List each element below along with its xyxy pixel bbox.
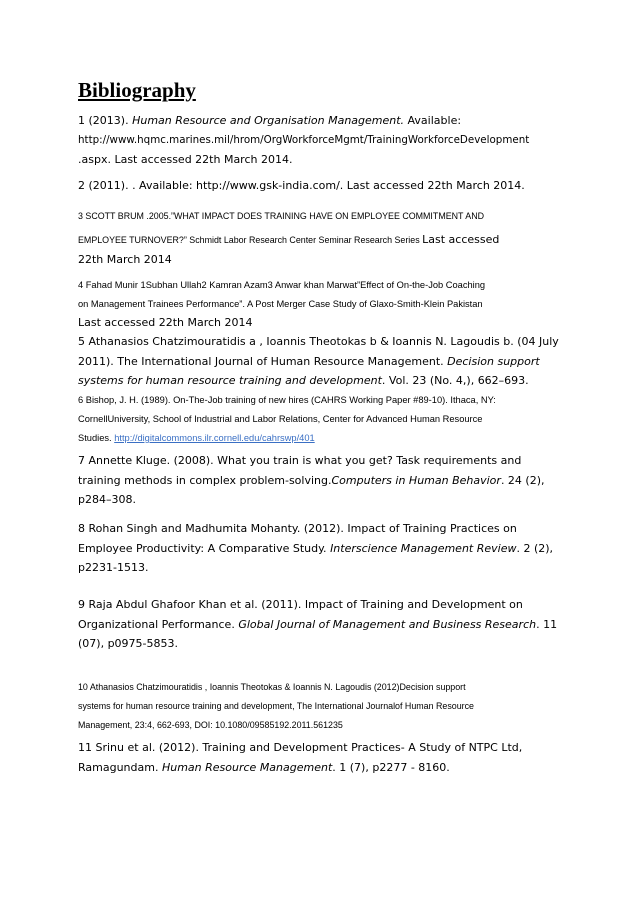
bibliography-heading: Bibliography xyxy=(78,78,196,102)
cahrs-paper-link[interactable]: http://digitalcommons.ilr.cornell.edu/cahrswp/401 xyxy=(114,433,315,443)
bibliography-entry-9 xyxy=(78,595,564,654)
entry-7-line-2: training methods in complex problem-solving.Computers in Human Behavior. 24 (2), xyxy=(78,473,545,487)
entry-6-line-3: Studies. http://digitalcommons.ilr.cornell.edu/cahrswp/401 xyxy=(78,433,315,443)
entry-1-title: Human Resource and Organisation Management. xyxy=(132,114,405,127)
entry-7-line-1: 7 Annette Kluge. (2008). What you train is what you get? Task requirements and xyxy=(78,454,522,467)
bibliography-entry-2 xyxy=(78,176,564,196)
entry-10-line-2: systems for human resource training and development, The International Journalof Human Resource xyxy=(78,701,474,711)
entry-9-line-2: Organizational Performance. Global Journal of Management and Business Research. 11 xyxy=(78,617,558,631)
entry-6-line-1: 6 Bishop, J. H. (1989). On-The-Job training of new hires (CAHRS Working Paper #89-10). Ithaca, NY: xyxy=(78,395,496,405)
bibliography-entry-3 xyxy=(78,205,564,269)
bibliography-entry-7 xyxy=(78,451,564,510)
entry-9-line-1: 9 Raja Abdul Ghafoor Khan et al. (2011). Impact of Training and Development on xyxy=(78,598,523,611)
entry-6-line-2: CornellUniversity, School of Industrial and Labor Relations, Center for Advanced Human Resource xyxy=(78,414,483,424)
bibliography-entry-10 xyxy=(78,678,564,735)
entry-3-line-2: EMPLOYEE TURNOVER?” Schmidt Labor Research Center Seminar Research Series Last accessed xyxy=(78,233,500,246)
entry-10-line-3: Management, 23:4, 662-693, DOI: 10.1080/09585192.2011.561235 xyxy=(78,720,343,730)
entry-2-line-1: 2 (2011). . Available: http://www.gsk-india.com/. Last accessed 22th March 2014. xyxy=(78,179,525,192)
entry-3-line-3: 22th March 2014 xyxy=(78,253,172,266)
entry-10-line-1: 10 Athanasios Chatzimouratidis , Ioannis Theotokas & Ioannis N. Lagoudis (2012)Decision support xyxy=(78,682,466,692)
entry-8-line-1: 8 Rohan Singh and Madhumita Mohanty. (2012). Impact of Training Practices on xyxy=(78,522,517,535)
entry-5-line-3: systems for human resource training and development. Vol. 23 (No. 4,), 662–693. xyxy=(78,374,529,387)
entry-4-line-3: Last accessed 22th March 2014 xyxy=(78,316,253,329)
entry-7-line-3: p284–308. xyxy=(78,493,136,506)
bibliography-entry-6 xyxy=(78,390,564,448)
entry-5-line-1: 5 Athanasios Chatzimouratidis a , Ioannis Theotokas b & Ioannis N. Lagoudis b. (04 July xyxy=(78,335,559,348)
entry-1-line-1: 1 (2013). Human Resource and Organisation Management. Available: xyxy=(78,114,462,127)
entry-4-line-1: 4 Fahad Munir 1Subhan Ullah2 Kamran Azam3 Anwar khan Marwat”Effect of On-the-Job Coaching xyxy=(78,280,486,290)
entry-8-line-2: Employee Productivity: A Comparative Study. Interscience Management Review. 2 (2), xyxy=(78,541,554,555)
bibliography-entry-4 xyxy=(78,276,564,332)
entry-1-url: http://www.hqmc.marines.mil/hrom/OrgWorkforceMgmt/TrainingWorkforceDevelopment xyxy=(78,133,530,146)
entry-4-line-2: on Management Trainees Performance”. A Post Merger Case Study of Glaxo-Smith-Klein Pakistan xyxy=(78,299,483,309)
bibliography-entry-8 xyxy=(78,519,564,578)
entry-11-line-2: Ramagundam. Human Resource Management. 1 (7), p2277 - 8160. xyxy=(78,760,450,774)
entry-5-line-2: 2011). The International Journal of Human Resource Management. Decision support xyxy=(78,354,540,368)
entry-9-line-3: (07), p0975-5853. xyxy=(78,637,179,650)
entry-1-line-3: .aspx. Last accessed 22th March 2014. xyxy=(78,153,293,166)
bibliography-entry-1 xyxy=(78,111,564,170)
entry-8-line-3: p2231-1513. xyxy=(78,561,149,574)
entry-3-line-1: 3 SCOTT BRUM .2005.”WHAT IMPACT DOES TRAINING HAVE ON EMPLOYEE COMMITMENT AND xyxy=(78,211,485,221)
entry-11-line-1: 11 Srinu et al. (2012). Training and Development Practices- A Study of NTPC Ltd, xyxy=(78,741,523,754)
bibliography-entry-5 xyxy=(78,332,564,391)
bibliography-entry-11 xyxy=(78,738,564,777)
